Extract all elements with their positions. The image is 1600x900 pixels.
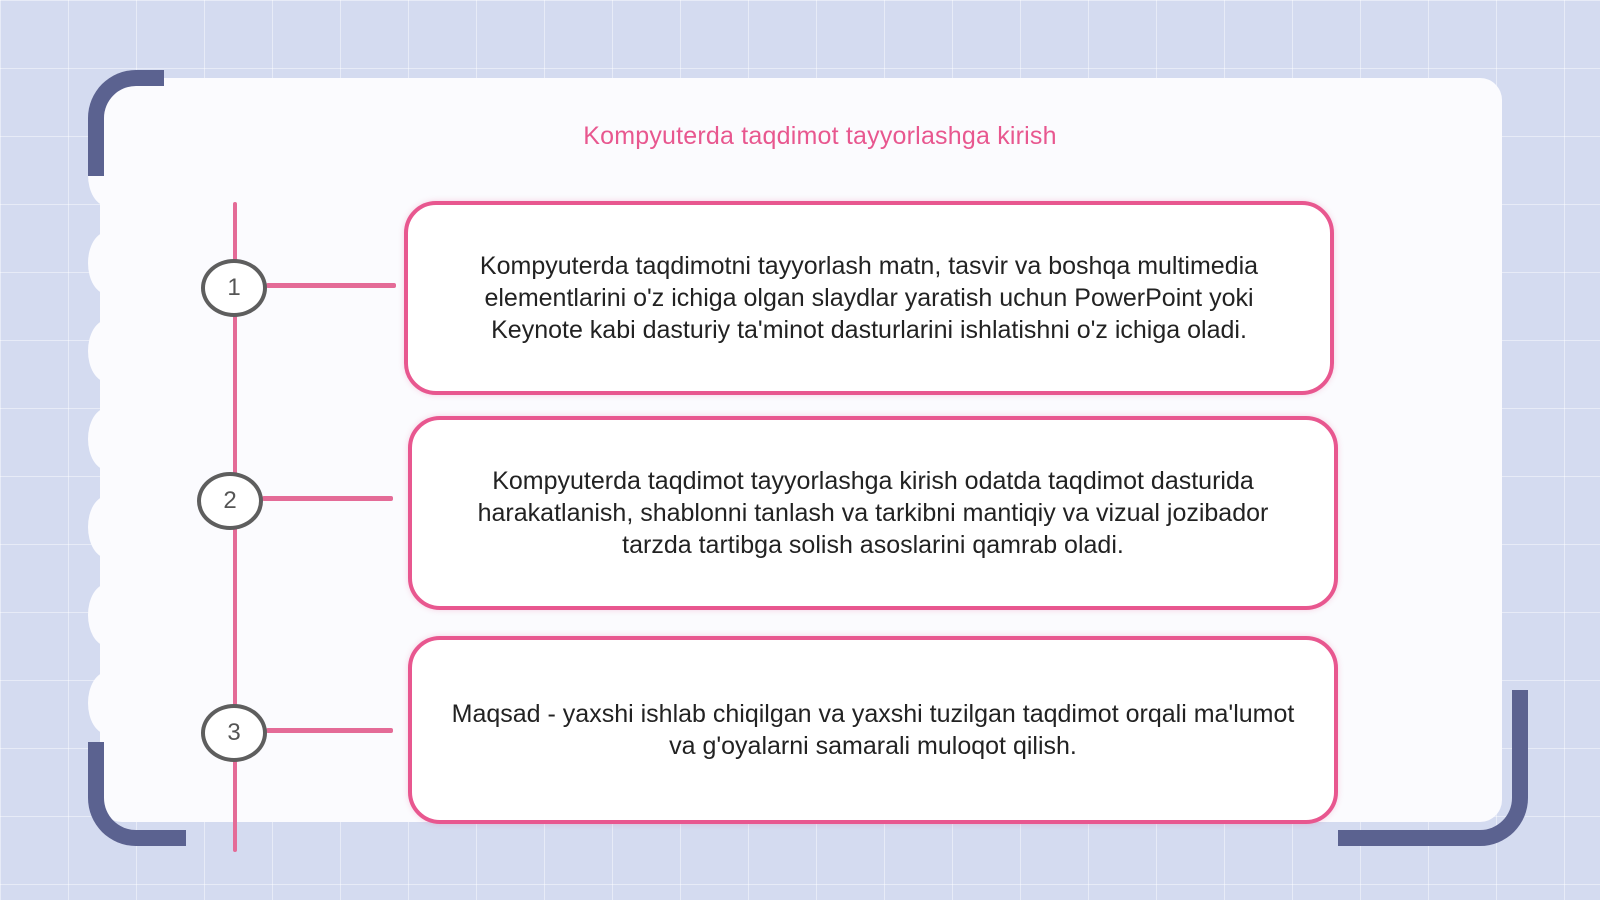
step-number-marker: 1 (201, 259, 267, 317)
step-connector (262, 496, 393, 501)
frame-corner-top-left (88, 70, 164, 176)
frame-corner-bottom-right (1338, 690, 1528, 846)
step-card (404, 201, 1334, 395)
paper-scallop (88, 584, 126, 646)
step-text: Maqsad - yaxshi ishlab chiqilgan va yaxshi tuzilgan taqdimot orqali ma'lumot va g'oyalarni samarali muloqot qilish. (451, 700, 1295, 760)
frame-corner-bottom-left (88, 742, 186, 846)
step-card (408, 636, 1338, 824)
step-number-marker: 3 (201, 704, 267, 762)
paper-scallop (88, 672, 126, 734)
paper-scallop (88, 320, 126, 382)
step-number-marker: 2 (197, 472, 263, 530)
paper-scallop (88, 232, 126, 294)
step-connector (266, 283, 396, 288)
step-card (408, 416, 1338, 610)
step-connector (266, 728, 393, 733)
step-text: Kompyuterda taqdimotni tayyorlash matn, tasvir va boshqa multimedia elementlarini o'z ichiga olgan slaydlar yaratish uchun PowerPoint yoki Keynote kabi dasturiy ta'minot dasturlarini ishlatishni o'z ichiga oladi. (479, 252, 1259, 344)
slide-title: Kompyuterda taqdimot tayyorlashga kirish (583, 122, 1057, 150)
step-text: Kompyuterda taqdimot tayyorlashga kirish odatda taqdimot dasturida harakatlanish, shablonni tanlash va tarkibni mantiqiy va vizual jozibador tarzda tartibga solish asoslarini qamrab oladi. (477, 467, 1269, 559)
paper-scallop (88, 496, 126, 558)
paper-scallop (88, 408, 126, 470)
